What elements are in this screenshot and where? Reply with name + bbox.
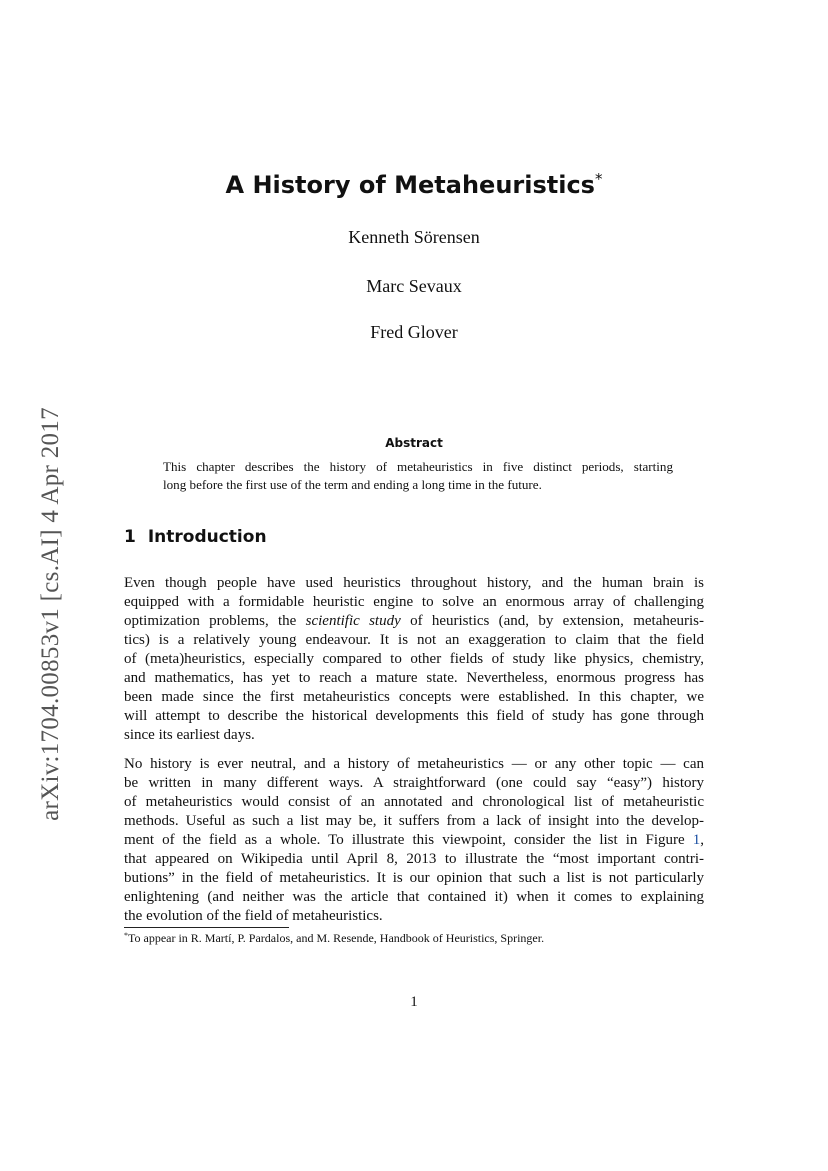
arxiv-identifier xyxy=(37,407,64,821)
text-line: tics) is a relatively young endeavour. It is not an exaggeration to claim that the field xyxy=(124,632,704,648)
text-line: No history is ever neutral, and a history of metaheuristics — or any other topic — can xyxy=(124,756,704,772)
paper-title xyxy=(0,170,828,199)
footnote-text: To appear in R. Martí, P. Pardalos, and M. Resende, Handbook of Heuristics, Springer. xyxy=(128,931,545,945)
section-number: 1 xyxy=(124,527,136,547)
paragraph-2 xyxy=(124,755,704,926)
arxiv-id-text: arXiv:1704.00853v1 [cs.AI] 4 Apr 2017 xyxy=(37,407,64,821)
text-line: Even though people have used heuristics throughout history, and the human brain is xyxy=(124,575,704,591)
paragraph-1 xyxy=(124,574,704,745)
title-text: A History of Metaheuristics xyxy=(225,171,595,199)
text-line: of metaheuristics would consist of an annotated and chronological list of metaheuristic xyxy=(124,794,704,810)
text-line xyxy=(124,831,704,850)
text-line: enlightening (and neither was the article that contained it) when it comes to explaining xyxy=(124,889,704,905)
text-line: of (meta)heuristics, especially compared to other fields of study like physics, chemistry, xyxy=(124,651,704,667)
text-run: ment of the field as a whole. To illustrate this viewpoint, consider the list in Figure xyxy=(124,832,693,848)
footnote xyxy=(124,931,544,946)
section-title: Introduction xyxy=(147,527,267,547)
author-1: Kenneth Sörensen xyxy=(348,227,480,247)
text-line: the evolution of the field of metaheuristics. xyxy=(124,908,383,924)
text-run: optimization problems, the xyxy=(124,613,306,629)
abstract-line: This chapter describes the history of metaheuristics in five distinct periods, starting xyxy=(163,459,673,474)
figure-reference-link[interactable]: 1 xyxy=(692,832,701,848)
text-line: and mathematics, has yet to reach a mature state. Nevertheless, enormous progress has xyxy=(124,670,704,686)
text-line: equipped with a formidable heuristic engine to solve an enormous array of challenging xyxy=(124,594,704,610)
author-3: Fred Glover xyxy=(370,322,458,342)
text-line: since its earliest days. xyxy=(124,727,255,743)
author-2: Marc Sevaux xyxy=(366,276,462,296)
text-line: that appeared on Wikipedia until April 8, 2013 to illustrate the “most important contri- xyxy=(124,851,704,867)
text-line: be written in many different ways. A straightforward (one could say “easy”) history xyxy=(124,775,704,791)
emphasis-text: scientific study xyxy=(305,613,401,629)
text-line: will attempt to describe the historical developments this field of study has gone through xyxy=(124,708,704,724)
abstract-line: long before the first use of the term and ending a long time in the future. xyxy=(163,477,542,492)
title-footnote-mark: * xyxy=(594,170,603,188)
footnote-rule xyxy=(124,927,289,928)
abstract-heading: Abstract xyxy=(385,436,443,450)
abstract-body xyxy=(163,458,673,494)
text-line: methods. Useful as such a list may be, it suffers from a lack of insight into the develop- xyxy=(124,813,704,829)
text-line: been made since the first metaheuristics concepts were established. In this chapter, we xyxy=(124,689,704,705)
text-run: of heuristics (and, by extension, metaheuris- xyxy=(400,613,705,629)
page-number: 1 xyxy=(410,994,418,1010)
text-line xyxy=(124,612,704,631)
section-heading xyxy=(124,527,267,547)
text-run: , xyxy=(700,832,704,848)
footnote-mark: * xyxy=(124,931,128,940)
text-line: butions” in the field of metaheuristics. It is our opinion that such a list is not particularly xyxy=(124,870,704,886)
